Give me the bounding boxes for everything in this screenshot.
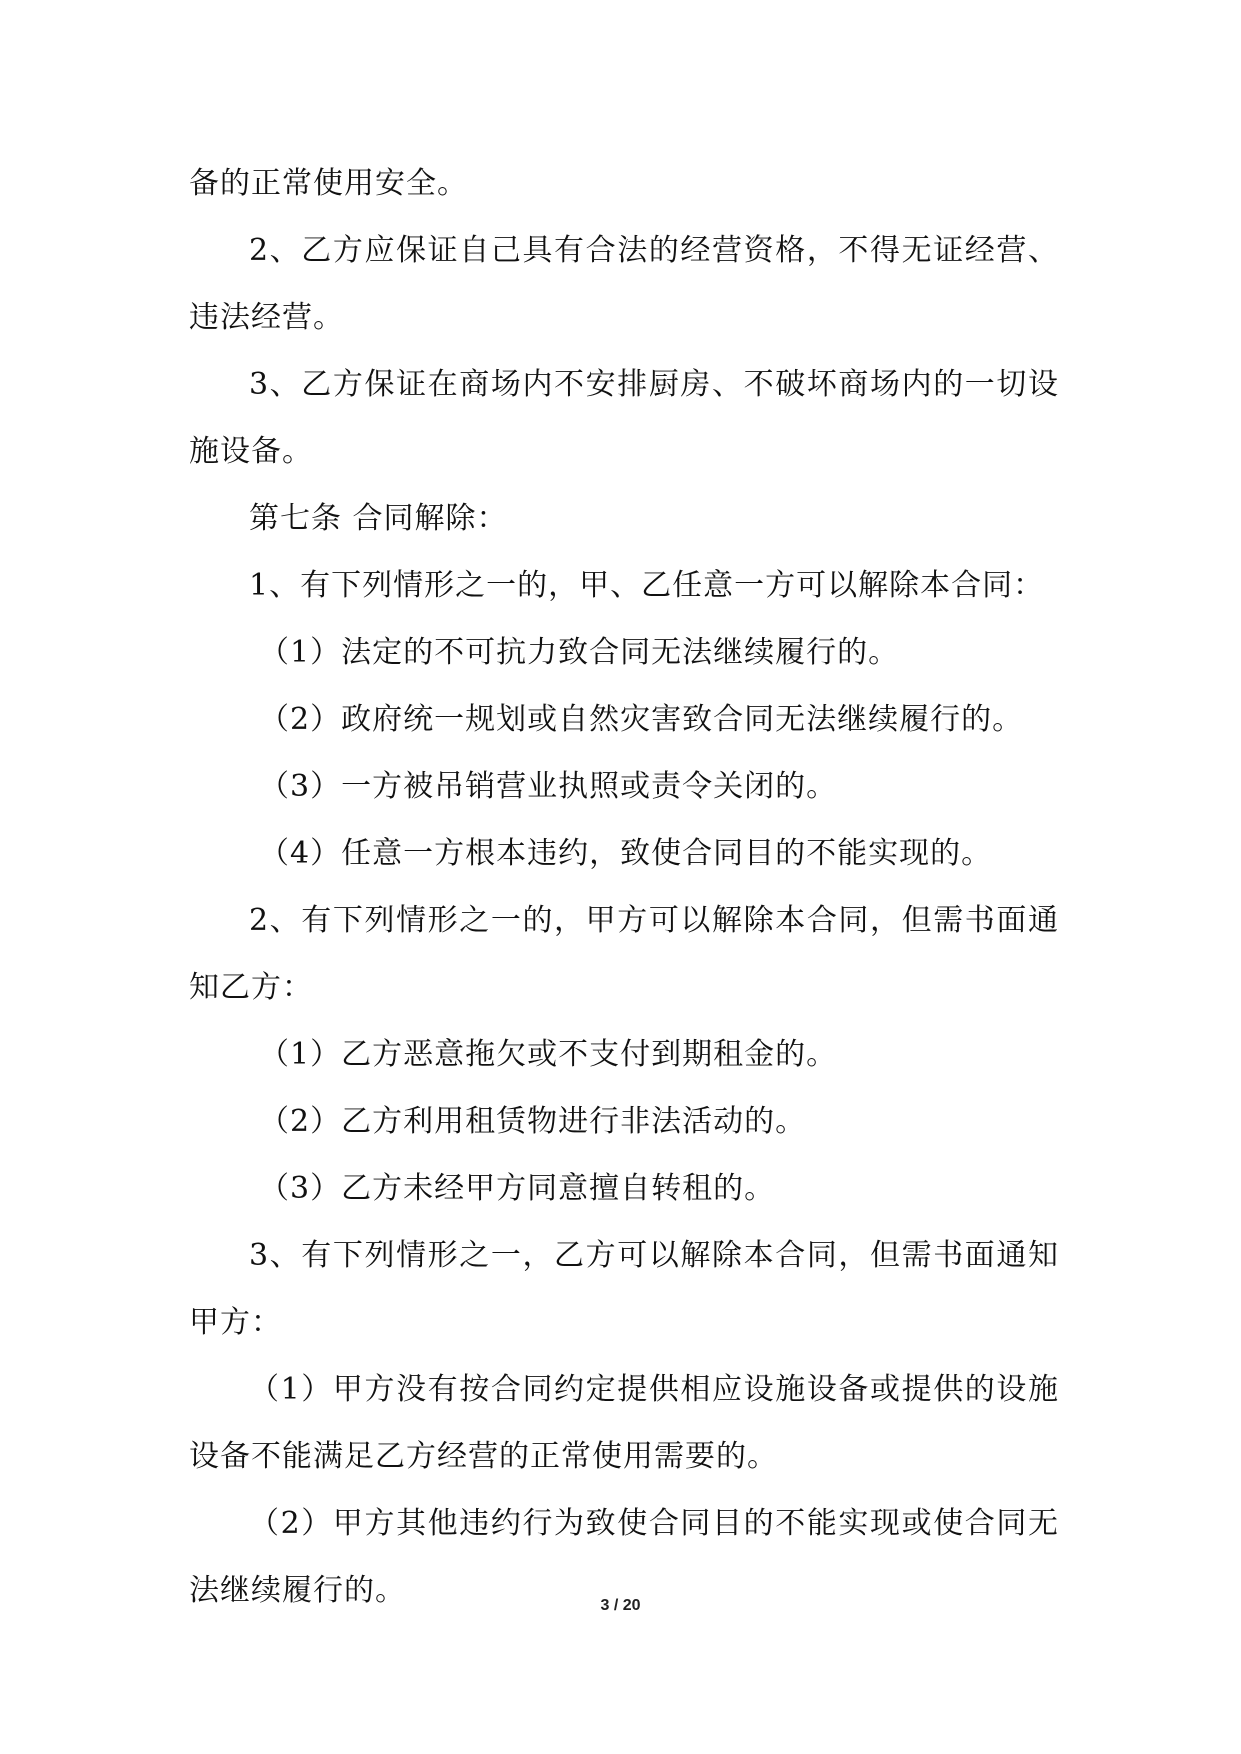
document-body <box>189 150 1059 1624</box>
paragraph-first-line: 2、乙方应保证自己具有合法的经营资格，不得无证经营、 <box>249 233 1059 268</box>
list-item: （2）政府统一规划或自然灾害致合同无法继续履行的。 <box>259 702 1024 737</box>
paragraph-first-line: 3、乙方保证在商场内不安排厨房、不破坏商场内的一切设 <box>249 367 1059 402</box>
text-line: 法继续履行的。 <box>189 1573 406 1608</box>
list-item: （1）甲方没有按合同约定提供相应设施设备或提供的设施 <box>249 1372 1059 1407</box>
list-item: （3）乙方未经甲方同意擅自转租的。 <box>259 1171 776 1206</box>
list-item: （3）一方被吊销营业执照或责令关闭的。 <box>259 769 838 804</box>
text-line: 施设备。 <box>189 434 313 469</box>
list-item: （2）甲方其他违约行为致使合同目的不能实现或使合同无 <box>249 1506 1059 1541</box>
text-line: 设备不能满足乙方经营的正常使用需要的。 <box>189 1439 778 1474</box>
text-line: 备的正常使用安全。 <box>189 166 468 201</box>
list-item: （1）乙方恶意拖欠或不支付到期租金的。 <box>259 1037 838 1072</box>
text-line: 甲方： <box>189 1305 282 1340</box>
list-item: （4）任意一方根本违约，致使合同目的不能实现的。 <box>259 836 993 871</box>
section-heading: 第七条 合同解除： <box>249 501 508 536</box>
text-line: 违法经营。 <box>189 300 344 335</box>
list-item: （1）法定的不可抗力致合同无法继续履行的。 <box>259 635 900 670</box>
page-number: 3 / 20 <box>600 1597 641 1614</box>
paragraph-first-line: 3、有下列情形之一，乙方可以解除本合同，但需书面通知 <box>249 1238 1059 1273</box>
list-item: （2）乙方利用租赁物进行非法活动的。 <box>259 1104 807 1139</box>
paragraph-first-line: 2、有下列情形之一的，甲方可以解除本合同，但需书面通 <box>249 903 1059 938</box>
paragraph-first-line: 1、有下列情形之一的，甲、乙任意一方可以解除本合同： <box>249 568 1045 603</box>
text-line: 知乙方： <box>189 970 313 1005</box>
